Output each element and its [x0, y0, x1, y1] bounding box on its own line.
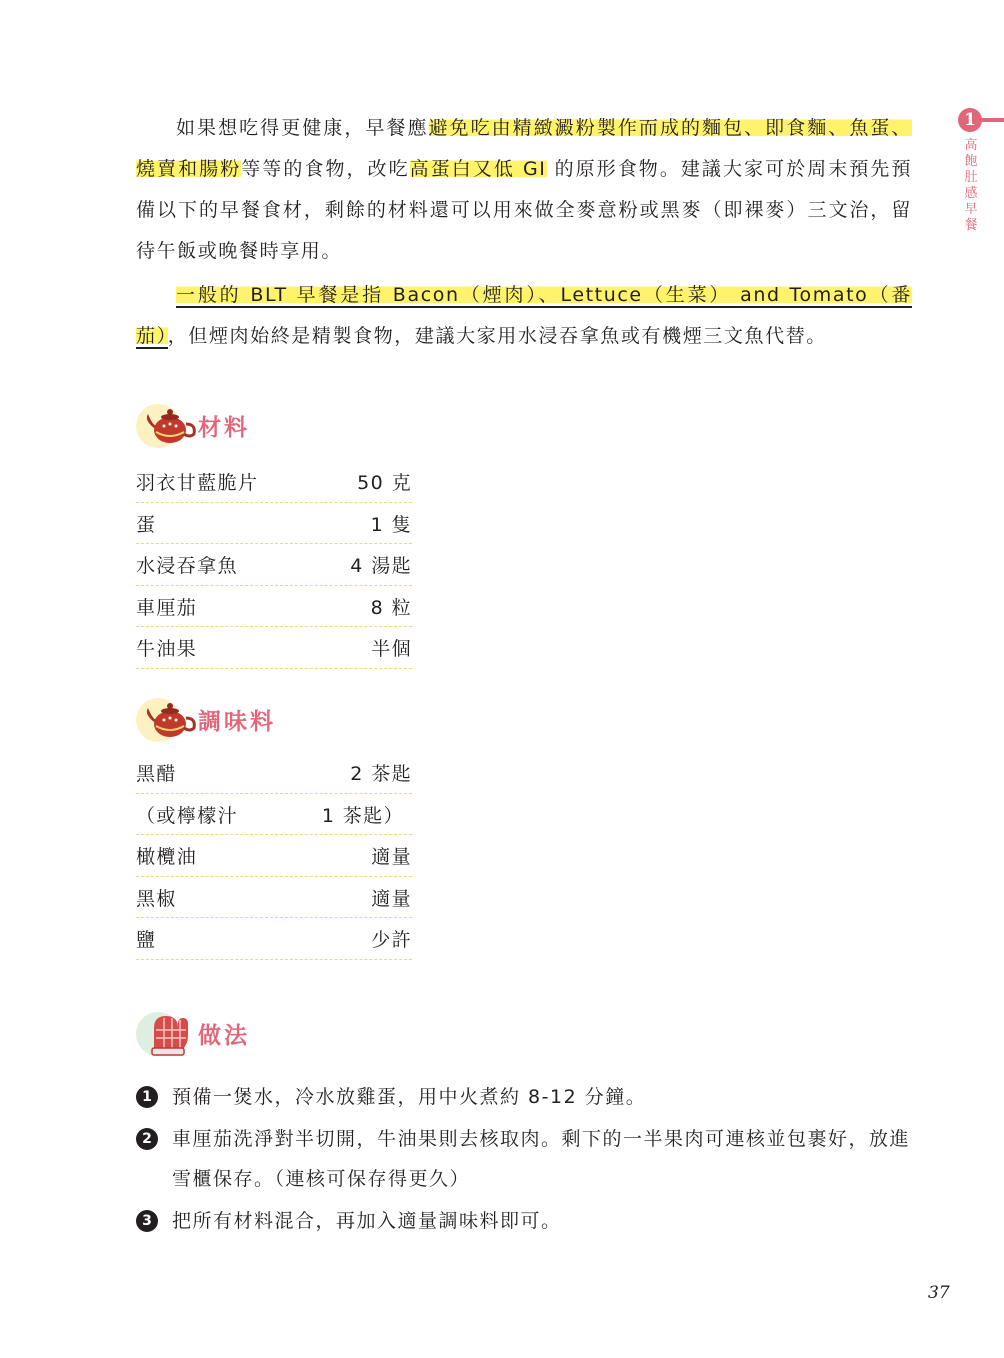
step-text: 把所有材料混合，再加入適量調味料即可。	[172, 1210, 562, 1232]
ingredient-name: 黑醋	[136, 763, 177, 785]
intro-paragraph-2	[136, 275, 912, 357]
table-row	[136, 586, 412, 628]
highlight-text: 高蛋白又低 GI	[409, 158, 547, 180]
teapot-icon	[142, 696, 198, 742]
ingredient-amount: 少許	[371, 929, 412, 952]
table-row	[136, 918, 412, 960]
ingredient-amount: 適量	[371, 846, 412, 869]
teapot-icon	[142, 402, 198, 448]
ingredient-amount: 1 隻	[370, 513, 412, 536]
step-number: 3	[136, 1210, 158, 1232]
ingredient-name: 黑椒	[136, 887, 177, 910]
ingredient-amount: 8 粒	[370, 596, 412, 619]
ingredient-amount: 50 克	[357, 472, 412, 494]
list-item	[136, 1201, 916, 1241]
table-row	[136, 461, 412, 503]
ingredients-table	[136, 461, 412, 669]
table-row	[136, 752, 412, 794]
seasoning-table	[136, 752, 412, 960]
highlight-text: 避免吃由精緻澱粉製作而成的麵包、即食麵、魚蛋、燒賣和腸粉	[136, 117, 912, 180]
method-steps	[136, 1077, 916, 1243]
table-row	[136, 544, 412, 586]
oven-mitt-icon	[142, 1010, 198, 1056]
highlight-text: 一般的 BLT 早餐是指 Bacon（煙肉）、Lettuce（生菜） and Tomato（番茄）	[136, 284, 912, 347]
table-row	[136, 794, 412, 836]
table-row	[136, 503, 412, 545]
ingredient-name: 水浸吞拿魚	[136, 555, 239, 578]
ingredient-name: 牛油果	[136, 638, 198, 661]
list-item	[136, 1119, 916, 1199]
list-item	[136, 1077, 916, 1117]
step-number: 2	[136, 1128, 158, 1150]
chapter-number: 1	[958, 108, 982, 132]
ingredient-amount: 4 湯匙	[350, 555, 412, 578]
step-number: 1	[136, 1086, 158, 1108]
ingredient-amount: 1 茶匙）	[321, 804, 404, 827]
step-text: 預備一煲水，冷水放雞蛋，用中火煮約 8-12 分鐘。	[172, 1086, 647, 1108]
table-row	[136, 877, 412, 919]
chapter-label: 高飽肚感早餐	[964, 138, 978, 233]
ingredient-amount: 2 茶匙	[350, 763, 412, 785]
ingredient-amount: 適量	[371, 887, 412, 910]
ingredient-amount: 半個	[371, 638, 412, 661]
ingredient-name: 車厘茄	[136, 596, 198, 619]
ingredient-name: （或檸檬汁	[136, 804, 239, 827]
section-title: 調味料	[198, 709, 276, 735]
table-row	[136, 627, 412, 669]
ingredient-name: 蛋	[136, 513, 157, 536]
intro-text: 的原形食物。建議大家可於周末預先預備以下的早餐食材，剩餘的材料還可以用來做全麥意粉或黑麥（即裸麥）三文治，留待午飯或晚餐時享用。	[136, 158, 912, 262]
ingredient-name: 橄欖油	[136, 846, 198, 869]
step-text: 車厘茄洗淨對半切開，牛油果則去核取肉。剩下的一半果肉可連核並包裹好，放進雪櫃保存。（連核可保存得更久）	[172, 1128, 911, 1190]
page-number: 37	[928, 1283, 950, 1303]
section-title: 做法	[198, 1023, 250, 1049]
intro-paragraph-1	[136, 108, 912, 272]
ingredient-name: 鹽	[136, 929, 157, 952]
intro-text: 如果想吃得更健康，早餐應	[176, 117, 429, 139]
table-row	[136, 835, 412, 877]
intro-text: 等等的食物，改吃	[241, 158, 410, 180]
ingredient-name: 羽衣甘藍脆片	[136, 472, 259, 494]
section-title: 材料	[198, 415, 250, 441]
intro-text: ，但煙肉始終是精製食物，建議大家用水浸吞拿魚或有機煙三文魚代替。	[167, 325, 827, 347]
